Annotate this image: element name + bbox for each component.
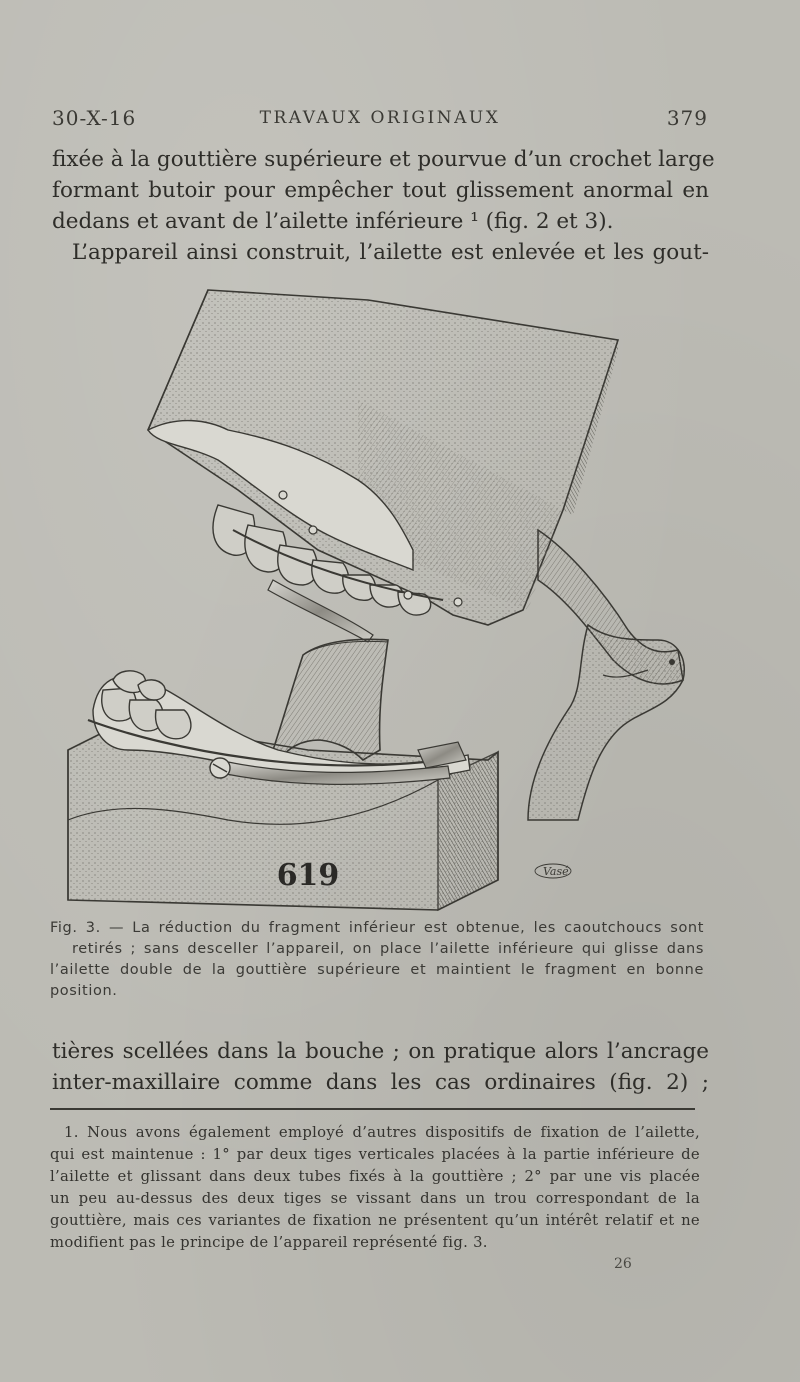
- engraver-signature: Vasé: [543, 865, 569, 878]
- footnote-line: 1. Nous avons également employé d’autres dispositifs de fixation de l’ailette,: [64, 1124, 700, 1141]
- footnote-line: un peu au-dessus des deux tiges se vissant dans un trou correspondant de la: [50, 1190, 700, 1207]
- text-line: tières scellées dans la bouche ; on pratique alors l’ancrage: [52, 1039, 709, 1064]
- figure-dental-appliance-illustration: [58, 280, 718, 920]
- text-line: dedans et avant de l’ailette inférieure ¹ (fig. 2 et 3).: [52, 209, 614, 234]
- header-date: 30-X-16: [52, 106, 137, 130]
- footnote: [50, 1122, 700, 1254]
- header-running-title: TRAVAUX ORIGINAUX: [259, 108, 501, 128]
- caption-line: Fig. 3. — La réduction du fragment inférieur est obtenue, les caoutchoucs sont: [50, 920, 704, 936]
- running-header: [52, 106, 708, 136]
- caption-line: l’ailette double de la gouttière supérieure et maintient le fragment en bonne: [50, 962, 704, 978]
- text-line: L’appareil ainsi construit, l’ailette est enlevée et les gout-: [72, 240, 709, 265]
- page-number: 379: [666, 106, 708, 130]
- footnote-line: qui est maintenue : 1° par deux tiges verticales placées à la partie inférieure de: [50, 1146, 700, 1163]
- paragraph-bottom: [52, 1036, 709, 1098]
- signature-mark: 26: [614, 1256, 632, 1272]
- caption-line: retirés ; sans desceller l’appareil, on place l’ailette inférieure qui glisse dans: [72, 941, 704, 957]
- figure-caption: [50, 918, 704, 1002]
- text-line: formant butoir pour empêcher tout glissement anormal en: [52, 178, 709, 203]
- footnote-rule: [50, 1108, 695, 1110]
- footnote-line: l’ailette et glissant dans deux tubes fixés à la gouttière ; 2° par une vis placée: [50, 1168, 700, 1185]
- footnote-line: modifient pas le principe de l’appareil représenté fig. 3.: [50, 1234, 488, 1251]
- caption-line: position.: [50, 983, 118, 999]
- text-line: inter-maxillaire comme dans les cas ordinaires (fig. 2) ;: [52, 1070, 709, 1095]
- paragraph-top: [52, 144, 715, 268]
- plate-number: 619: [276, 858, 340, 893]
- text-line: fixée à la gouttière supérieure et pourvue d’un crochet large: [52, 147, 715, 172]
- footnote-line: gouttière, mais ces variantes de fixation ne présentent qu’un intérêt relatif et ne: [50, 1212, 700, 1229]
